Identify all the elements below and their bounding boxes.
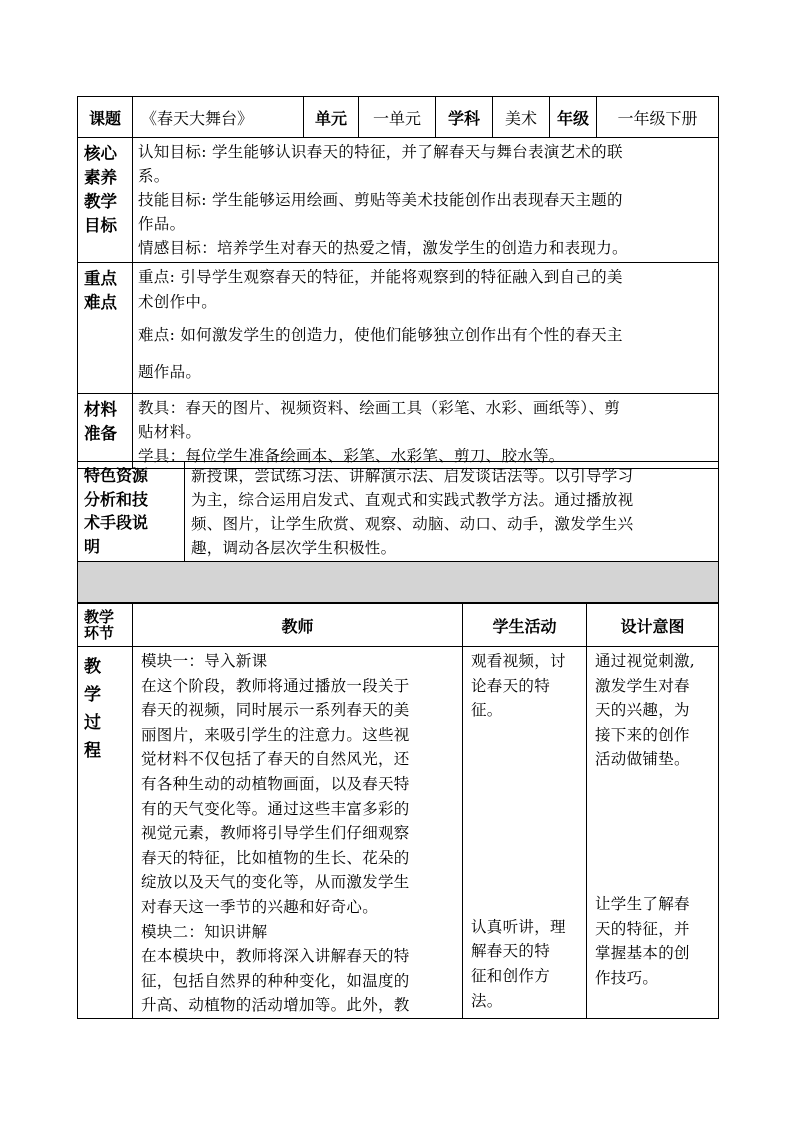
teacher-line: 绽放以及天气的变化等，从而激发学生: [141, 873, 410, 892]
blank-divider-row: [78, 562, 719, 603]
material-line: 贴材料。: [138, 423, 202, 441]
methods-table: [77, 461, 719, 603]
focus-line: 重点: 引导学生观察春天的特征，并能将观察到的特征融入到自己的美: [138, 268, 623, 286]
material-line: 教具：春天的图片、视频资料、绘画工具（彩笔、水彩、画纸等）、剪: [138, 399, 621, 417]
grade-label: 年级: [550, 97, 597, 138]
method-line: 新授课，尝试练习法、讲解演示法、启发谈话法等。以引导学习: [191, 467, 634, 485]
materials-content: [133, 394, 719, 469]
subject-value: 美术: [493, 97, 550, 138]
goal-line: 情感目标：培养学生对春天的热爱之情，激发学生的创造力和表现力。: [138, 239, 628, 257]
key-points-row: [78, 263, 719, 394]
teacher-line: 在这个阶段，教师将通过播放一段关于: [141, 676, 410, 695]
teacher-line: 视觉元素，教师将引导学生们仔细观察: [141, 824, 410, 843]
teaching-process-table: [77, 603, 719, 1019]
teacher-line: 对春天这一季节的兴趣和好奇心。: [141, 897, 379, 916]
goals-content: [133, 138, 719, 263]
teacher-line: 征，包括自然界的种种变化，如温度的: [141, 971, 410, 990]
teacher-line: 有各种生动的动植物画面，以及春天特: [141, 774, 410, 793]
intent-line: 掌握基本的创: [595, 944, 690, 963]
process-body-row: [78, 647, 719, 1019]
goal-line: 认知目标: 学生能够认识春天的特征，并了解春天与舞台表演艺术的联: [138, 143, 623, 161]
teacher-line: 升高、动植物的活动增加等。此外，教: [141, 996, 410, 1015]
methods-content: [185, 462, 719, 562]
process-header-row: [78, 604, 719, 647]
method-line: 趣，调动各层次学生积极性。: [191, 539, 397, 557]
teacher-line: 丽图片，来吸引学生的注意力。这些视: [141, 725, 410, 744]
goals-row: [78, 138, 719, 263]
lesson-header-row: [78, 97, 719, 138]
gray-separator: [78, 562, 719, 603]
topic-label: 课题: [78, 97, 133, 138]
process-stage-label: 教 学 过 程: [78, 647, 133, 1019]
topic-value: 《春天大舞台》: [133, 97, 304, 138]
student-line: 论春天的特: [471, 676, 551, 695]
student-line: 征。: [471, 701, 503, 720]
student-line: 法。: [471, 991, 503, 1010]
unit-value: 一单元: [359, 97, 436, 138]
method-line: 频、图片，让学生欣赏、观察、动脑、动口、动手，激发学生兴: [191, 515, 634, 533]
student-header: 学生活动: [463, 604, 587, 647]
student-line: 观看视频，讨: [471, 652, 566, 670]
stage-header: 教学 环节: [78, 604, 133, 647]
methods-label: 特色资源 分析和技 术手段说 明: [78, 462, 185, 562]
intent-line: 让学生了解春: [595, 894, 690, 913]
intent-line: 激发学生对春: [595, 676, 690, 695]
student-activity-content: [463, 647, 587, 1019]
key-points-label: 重点 难点: [78, 263, 133, 394]
materials-row: [78, 394, 719, 469]
lesson-info-table: [77, 96, 719, 469]
material-line: 学具：每位学生准备绘画本、彩笔、水彩笔、剪刀、胶水等。: [138, 447, 565, 465]
key-points-content: [133, 263, 719, 394]
intent-line: 活动做铺垫。: [595, 750, 690, 769]
goal-line: 作品。: [138, 215, 186, 233]
intent-line: 作技巧。: [595, 968, 659, 987]
intent-line: 通过视觉刺激,: [595, 652, 696, 670]
teacher-line: 模块二：知识讲解: [141, 922, 268, 941]
focus-line: 术创作中。: [138, 293, 218, 311]
difficulty-line: 难点: 如何激发学生的创造力，使他们能够独立创作出有个性的春天主: [138, 326, 623, 344]
teacher-line: 春天的视频，同时展示一系列春天的美: [141, 701, 410, 720]
teacher-line: 觉材料不仅包括了春天的自然风光，还: [141, 750, 410, 769]
student-line: 征和创作方: [471, 966, 551, 985]
student-line: 认真听讲，理: [471, 917, 566, 936]
design-intent-content: [587, 647, 719, 1019]
teacher-line: 春天的特征，比如植物的生长、花朵的: [141, 848, 410, 867]
goal-line: 系。: [138, 167, 170, 185]
intent-line: 接下来的创作: [595, 725, 690, 744]
subject-label: 学科: [436, 97, 493, 138]
goal-line: 技能目标: 学生能够运用绘画、剪贴等美术技能创作出表现春天主题的: [138, 191, 623, 209]
teacher-line: 在本模块中，教师将深入讲解春天的特: [141, 947, 410, 966]
difficulty-line: 题作品。: [138, 363, 202, 381]
student-line: 解春天的特: [471, 942, 551, 961]
intent-header: 设计意图: [587, 604, 719, 647]
teacher-header: 教师: [133, 604, 463, 647]
grade-value: 一年级下册: [597, 97, 719, 138]
intent-line: 天的兴趣，为: [595, 701, 690, 720]
method-line: 为主，综合运用启发式、直观式和实践式教学方法。通过播放视: [191, 491, 634, 509]
goals-label: 核心 素养 教学 目标: [78, 138, 133, 263]
teacher-content: [133, 647, 463, 1019]
unit-label: 单元: [304, 97, 359, 138]
teacher-line: 有的天气变化等。通过这些丰富多彩的: [141, 799, 410, 818]
teacher-line: 模块一：导入新课: [141, 652, 268, 670]
materials-label: 材料 准备: [78, 394, 133, 469]
intent-line: 天的特征，并: [595, 919, 690, 938]
methods-row: [78, 462, 719, 562]
